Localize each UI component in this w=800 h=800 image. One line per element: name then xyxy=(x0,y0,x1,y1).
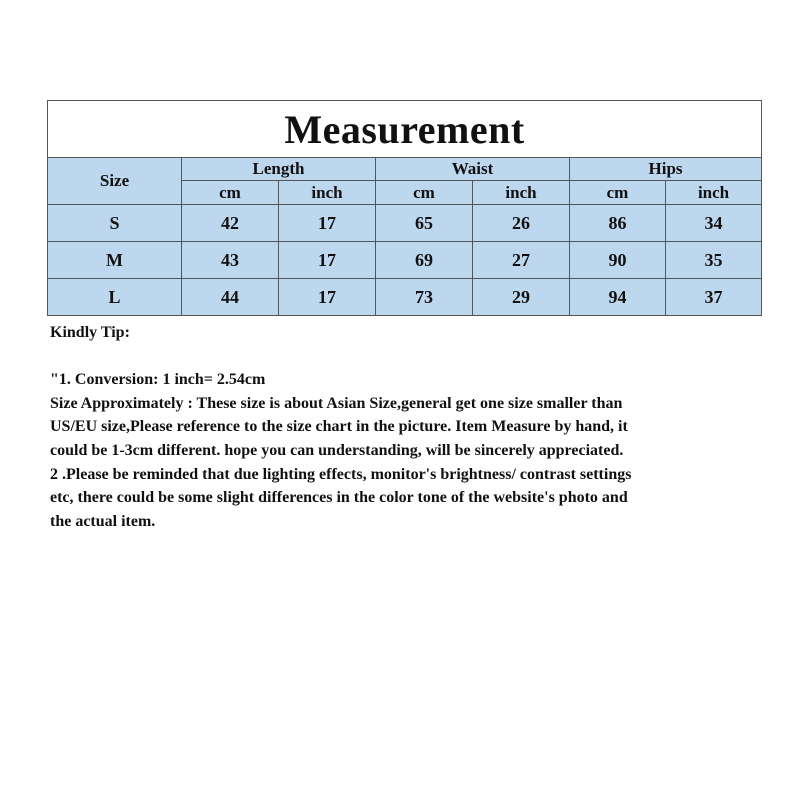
tip-line: could be 1-3cm different. hope you can understanding, will be sincerely appreciated. xyxy=(50,441,624,459)
table-cell: 42 xyxy=(182,205,279,242)
tip-line: "1. Conversion: 1 inch= 2.54cm xyxy=(50,371,266,389)
kindly-tip-section xyxy=(50,321,770,533)
table-cell: 34 xyxy=(666,205,762,242)
table-cell: 17 xyxy=(279,205,376,242)
size-cell: M xyxy=(48,242,182,279)
table-cell: 90 xyxy=(570,242,666,279)
hips-header: Hips xyxy=(570,158,762,181)
tip-line: Size Approximately : These size is about Asian Size,general get one size smaller than xyxy=(50,394,623,412)
size-cell: L xyxy=(48,279,182,316)
unit-header: cm xyxy=(376,181,473,205)
table-cell: 35 xyxy=(666,242,762,279)
table-cell: 43 xyxy=(182,242,279,279)
tip-line: 2 .Please be reminded that due lighting effects, monitor's brightness/ contrast settings xyxy=(50,465,632,483)
tip-heading: Kindly Tip: xyxy=(50,324,130,341)
table-cell: 17 xyxy=(279,242,376,279)
table-row xyxy=(48,205,762,242)
title-row xyxy=(48,101,762,158)
table-cell: 29 xyxy=(473,279,570,316)
table-cell: 26 xyxy=(473,205,570,242)
unit-header: cm xyxy=(182,181,279,205)
size-cell: S xyxy=(48,205,182,242)
chart-title: Measurement xyxy=(48,101,762,158)
tip-line: etc, there could be some slight differences in the color tone of the website's photo and xyxy=(50,489,628,507)
table-cell: 27 xyxy=(473,242,570,279)
unit-header: inch xyxy=(279,181,376,205)
table-cell: 37 xyxy=(666,279,762,316)
waist-header: Waist xyxy=(376,158,570,181)
unit-header: cm xyxy=(570,181,666,205)
table-cell: 17 xyxy=(279,279,376,316)
group-header-row xyxy=(48,158,762,181)
table-cell: 65 xyxy=(376,205,473,242)
tip-line: US/EU size,Please reference to the size chart in the picture. Item Measure by hand, it xyxy=(50,418,628,436)
tip-line: the actual item. xyxy=(50,512,156,530)
table-row xyxy=(48,242,762,279)
size-column-header: Size xyxy=(48,158,182,205)
table-cell: 94 xyxy=(570,279,666,316)
table-cell: 44 xyxy=(182,279,279,316)
size-chart-table xyxy=(47,100,762,316)
length-header: Length xyxy=(182,158,376,181)
table-row xyxy=(48,279,762,316)
table-cell: 69 xyxy=(376,242,473,279)
unit-header: inch xyxy=(473,181,570,205)
unit-header: inch xyxy=(666,181,762,205)
table-cell: 86 xyxy=(570,205,666,242)
tip-spacer xyxy=(50,345,770,369)
table-cell: 73 xyxy=(376,279,473,316)
